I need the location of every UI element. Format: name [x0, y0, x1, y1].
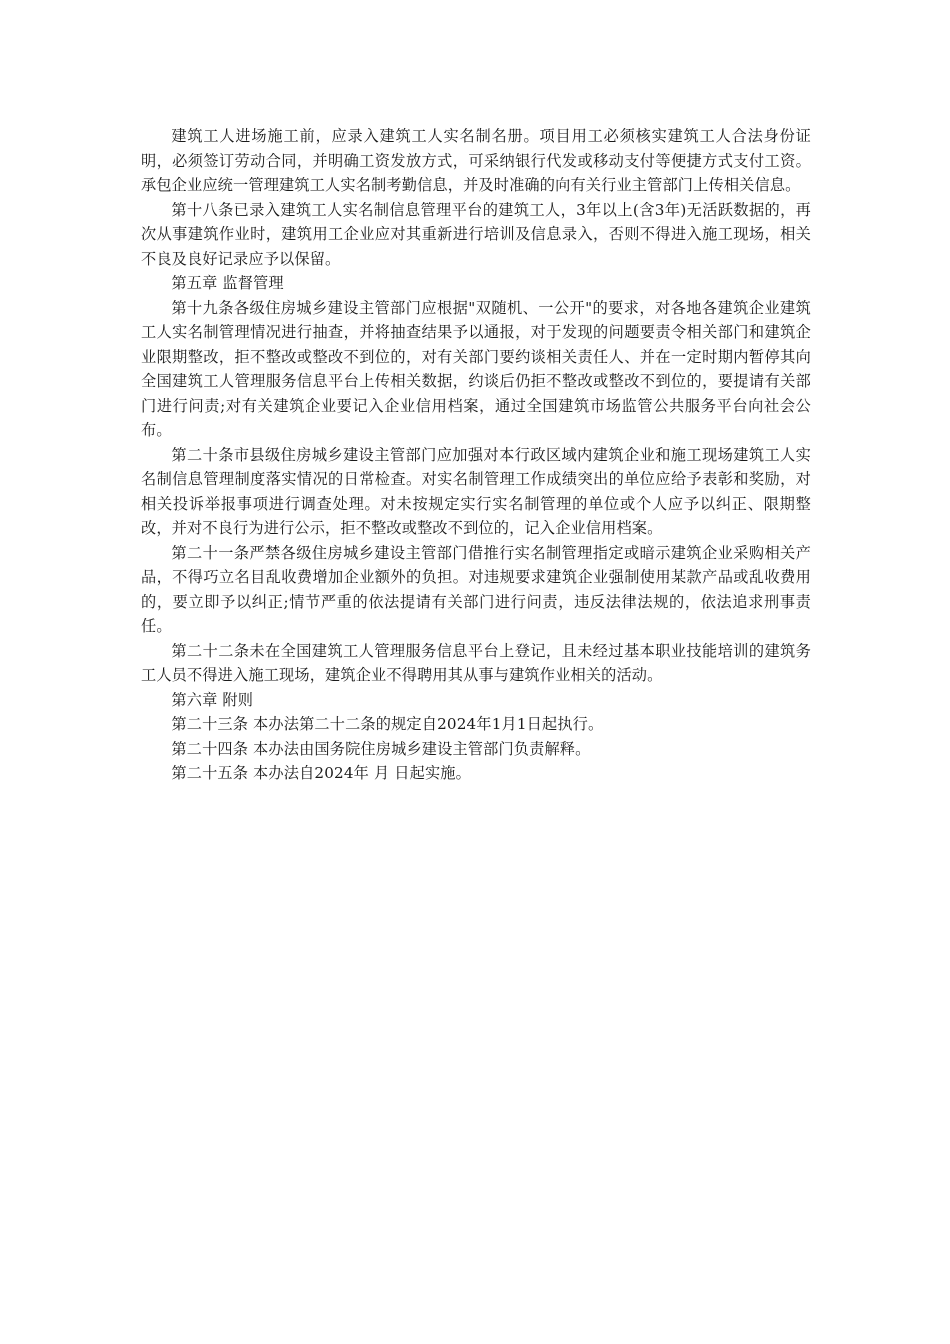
article-24: 第二十四条 本办法由国务院住房城乡建设主管部门负责解释。 — [171, 739, 591, 758]
article-20: 第二十条市县级住房城乡建设主管部门应加强对本行政区域内建筑企业和施工现场建筑工人实名制信息管理制度落实情况的日常检查。对实名制管理工作成绩突出的单位应给予表彰和奖励，对相关投诉举报事项进行调查处理。对未按规定实行实名制管理的单位或个人应予以纠正、限期整改，并对不良行为进行公示，拒不整改或整改不到位的，记入企业信用档案。 — [141, 445, 811, 537]
article-18: 第十八条已录入建筑工人实名制信息管理平台的建筑工人，3年以上(含3年)无活跃数据的，再次从事建筑作业时，建筑用工企业应对其重新进行培训及信息录入，否则不得进入施工现场，相关不良及良好记录应予以保留。 — [141, 200, 811, 268]
article-23: 第二十三条 本办法第二十二条的规定自2024年1月1日起执行。 — [171, 715, 604, 733]
chapter-5-heading: 第五章 监督管理 — [171, 274, 284, 292]
chapter-6-heading: 第六章 附则 — [171, 690, 254, 709]
document-body — [141, 124, 811, 786]
article-22: 第二十二条未在全国建筑工人管理服务信息平台上登记，且未经过基本职业技能培训的建筑务工人员不得进入施工现场，建筑企业不得聘用其从事与建筑作业相关的活动。 — [141, 641, 811, 684]
article-21: 第二十一条严禁各级住房城乡建设主管部门借推行实名制管理指定或暗示建筑企业采购相关产品，不得巧立名目乱收费增加企业额外的负担。对违规要求建筑企业强制使用某款产品或乱收费用的，要立即予以纠正;情节严重的依法提请有关部门进行问责，违反法律法规的，依法追求刑事责任。 — [141, 543, 811, 635]
paragraph-worker-registration: 建筑工人进场施工前，应录入建筑工人实名制名册。项目用工必须核实建筑工人合法身份证明，必须签订劳动合同，并明确工资发放方式，可采纳银行代发或移动支付等便捷方式支付工资。承包企业应统一管理建筑工人实名制考勤信息，并及时准确的向有关行业主管部门上传相关信息。 — [141, 127, 811, 194]
article-19: 第十九条各级住房城乡建设主管部门应根据"双随机、一公开"的要求，对各地各建筑企业建筑工人实名制管理情况进行抽查，并将抽查结果予以通报，对于发现的问题要责令相关部门和建筑企业限期整改，拒不整改或整改不到位的，对有关部门要约谈相关责任人、并在一定时期内暂停其向全国建筑工人管理服务信息平台上传相关数据，约谈后仍拒不整改或整改不到位的，要提请有关部门进行问责;对有关建筑企业要记入企业信用档案，通过全国建筑市场监管公共服务平台向社会公布。 — [141, 298, 811, 439]
article-25: 第二十五条 本办法自2024年 月 日起实施。 — [171, 764, 471, 782]
